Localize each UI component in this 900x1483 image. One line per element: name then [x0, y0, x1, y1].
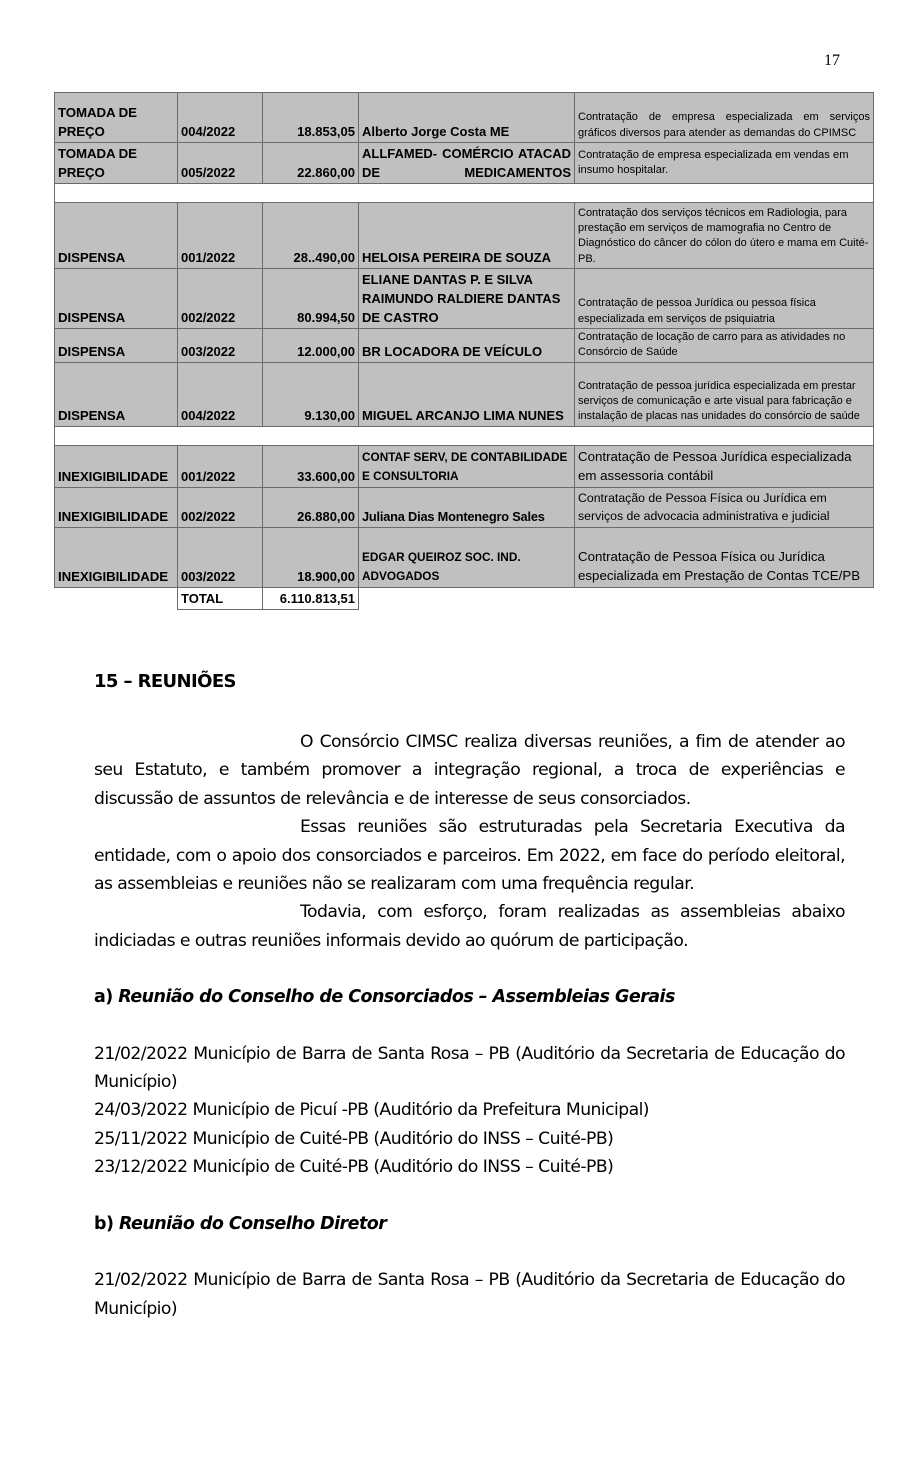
meeting-item: 21/02/2022 Município de Barra de Santa Rosa – PB (Auditório da Secretaria de Educação do Município) — [94, 1043, 845, 1093]
meeting-item: 24/03/2022 Município de Picuí -PB (Auditório da Prefeitura Municipal) — [94, 1100, 649, 1121]
subsection-heading — [94, 1210, 845, 1238]
table-row — [55, 362, 874, 426]
description-cell: Contratação de Pessoa Jurídica especializada em assessoria contábil — [575, 445, 874, 487]
supplier-cell: ELIANE DANTAS P. E SILVA RAIMUNDO RALDIERE DANTAS DE CASTRO — [359, 269, 575, 329]
supplier-cell: EDGAR QUEIROZ SOC. IND. ADVOGADOS — [359, 527, 575, 587]
description-cell: Contratação de pessoa jurídica especializada em prestar serviços de comunicação e arte visual para fabricação e instalação de placas nas unidades do consórcio de saúde — [575, 362, 874, 426]
value-cell: 22.860,00 — [263, 143, 359, 184]
subsection-prefix: b) — [94, 1213, 114, 1234]
supplier-cell: MIGUEL ARCANJO LIMA NUNES — [359, 362, 575, 426]
table-spacer-row — [55, 426, 874, 445]
value-cell: 33.600,00 — [263, 445, 359, 487]
modality-cell: INEXIGIBILIDADE — [55, 527, 178, 587]
table-spacer-row — [55, 184, 874, 203]
meeting-item: 23/12/2022 Município de Cuité-PB (Auditório do INSS – Cuité-PB) — [94, 1157, 614, 1178]
supplier-cell: ALLFAMED- COMÉRCIO ATACAD DE MEDICAMENTOS — [359, 143, 575, 184]
total-row — [55, 587, 874, 609]
value-cell: 26.880,00 — [263, 487, 359, 527]
subsection-heading — [94, 983, 845, 1011]
value-cell: 18.853,05 — [263, 93, 359, 143]
supplier-cell: HELOISA PEREIRA DE SOUZA — [359, 203, 575, 269]
value-cell: 18.900,00 — [263, 527, 359, 587]
description-cell: Contratação de Pessoa Física ou Jurídica em serviços de advocacia administrativa e judicial — [575, 487, 874, 527]
value-cell: 28..490,00 — [263, 203, 359, 269]
description-cell: Contratação de pessoa Jurídica ou pessoa física especializada em serviços de psiquiatria — [575, 269, 874, 329]
meeting-item: 21/02/2022 Município de Barra de Santa Rosa – PB (Auditório da Secretaria de Educação do Município) — [94, 1270, 845, 1319]
value-cell: 80.994,50 — [263, 269, 359, 329]
description-cell: Contratação de locação de carro para as atividades no Consórcio de Saúde — [575, 329, 874, 363]
table-row — [55, 269, 874, 329]
modality-cell: DISPENSA — [55, 329, 178, 363]
supplier-cell: BR LOCADORA DE VEÍCULO — [359, 329, 575, 363]
procurement-table — [54, 92, 874, 610]
supplier-cell: Alberto Jorge Costa ME — [359, 93, 575, 143]
number-cell: 003/2022 — [178, 329, 263, 363]
paragraph: O Consórcio CIMSC realiza diversas reuniões, a fim de atender ao seu Estatuto, e também promover a integração regional, a troca de experiências e discussão de assuntos de relevância e de interesse de seus consorciados. — [94, 732, 845, 809]
total-value: 6.110.813,51 — [263, 587, 359, 609]
supplier-cell: CONTAF SERV, DE CONTABILIDADE E CONSULTORIA — [359, 445, 575, 487]
subsection-title: Reunião do Conselho Diretor — [118, 1213, 387, 1234]
section-body — [94, 728, 845, 1323]
table-row — [55, 203, 874, 269]
number-cell: 001/2022 — [178, 445, 263, 487]
number-cell: 002/2022 — [178, 487, 263, 527]
table-row — [55, 329, 874, 363]
number-cell: 001/2022 — [178, 203, 263, 269]
description-cell: Contratação de empresa especializada em vendas em insumo hospitalar. — [575, 143, 874, 184]
description-cell: Contratação de Pessoa Física ou Jurídica especializada em Prestação de Contas TCE/PB — [575, 527, 874, 587]
value-cell: 9.130,00 — [263, 362, 359, 426]
number-cell: 003/2022 — [178, 527, 263, 587]
description-cell: Contratação de empresa especializada em serviços gráficos diversos para atender as demandas do CPIMSC — [575, 93, 874, 143]
modality-cell: DISPENSA — [55, 362, 178, 426]
subsection-prefix: a) — [94, 987, 113, 1008]
table-row — [55, 527, 874, 587]
modality-cell: TOMADA DE PREÇO — [55, 143, 178, 184]
modality-cell: INEXIGIBILIDADE — [55, 445, 178, 487]
meeting-item: 25/11/2022 Município de Cuité-PB (Auditório do INSS – Cuité-PB) — [94, 1128, 614, 1149]
table-row — [55, 445, 874, 487]
modality-cell: DISPENSA — [55, 203, 178, 269]
paragraph: Essas reuniões são estruturadas pela Secretaria Executiva da entidade, com o apoio dos consorciados e parceiros. Em 2022, em face do período eleitoral, as assembleias e reuniões não se realizaram com uma frequência regular. — [94, 817, 845, 895]
modality-cell: INEXIGIBILIDADE — [55, 487, 178, 527]
number-cell: 004/2022 — [178, 93, 263, 143]
table-row — [55, 93, 874, 143]
number-cell: 004/2022 — [178, 362, 263, 426]
modality-cell: TOMADA DE PREÇO — [55, 93, 178, 143]
number-cell: 005/2022 — [178, 143, 263, 184]
subsection-title: Reunião do Conselho de Consorciados – Assembleias Gerais — [118, 987, 675, 1008]
number-cell: 002/2022 — [178, 269, 263, 329]
value-cell: 12.000,00 — [263, 329, 359, 363]
paragraph: Todavia, com esforço, foram realizadas as assembleias abaixo indiciadas e outras reuniões informais devido ao quórum de participação. — [94, 902, 845, 951]
description-cell: Contratação dos serviços técnicos em Radiologia, para prestação em serviços de mamografia no Centro de Diagnóstico do câncer do cólon do útero e mama em Cuité-PB. — [575, 203, 874, 269]
page-number: 17 — [824, 52, 840, 69]
supplier-cell: Juliana Dias Montenegro Sales — [359, 487, 575, 527]
table-row — [55, 487, 874, 527]
section-heading: 15 – REUNIÕES — [94, 671, 236, 692]
total-label: TOTAL — [178, 587, 263, 609]
modality-cell: DISPENSA — [55, 269, 178, 329]
table-row — [55, 143, 874, 184]
